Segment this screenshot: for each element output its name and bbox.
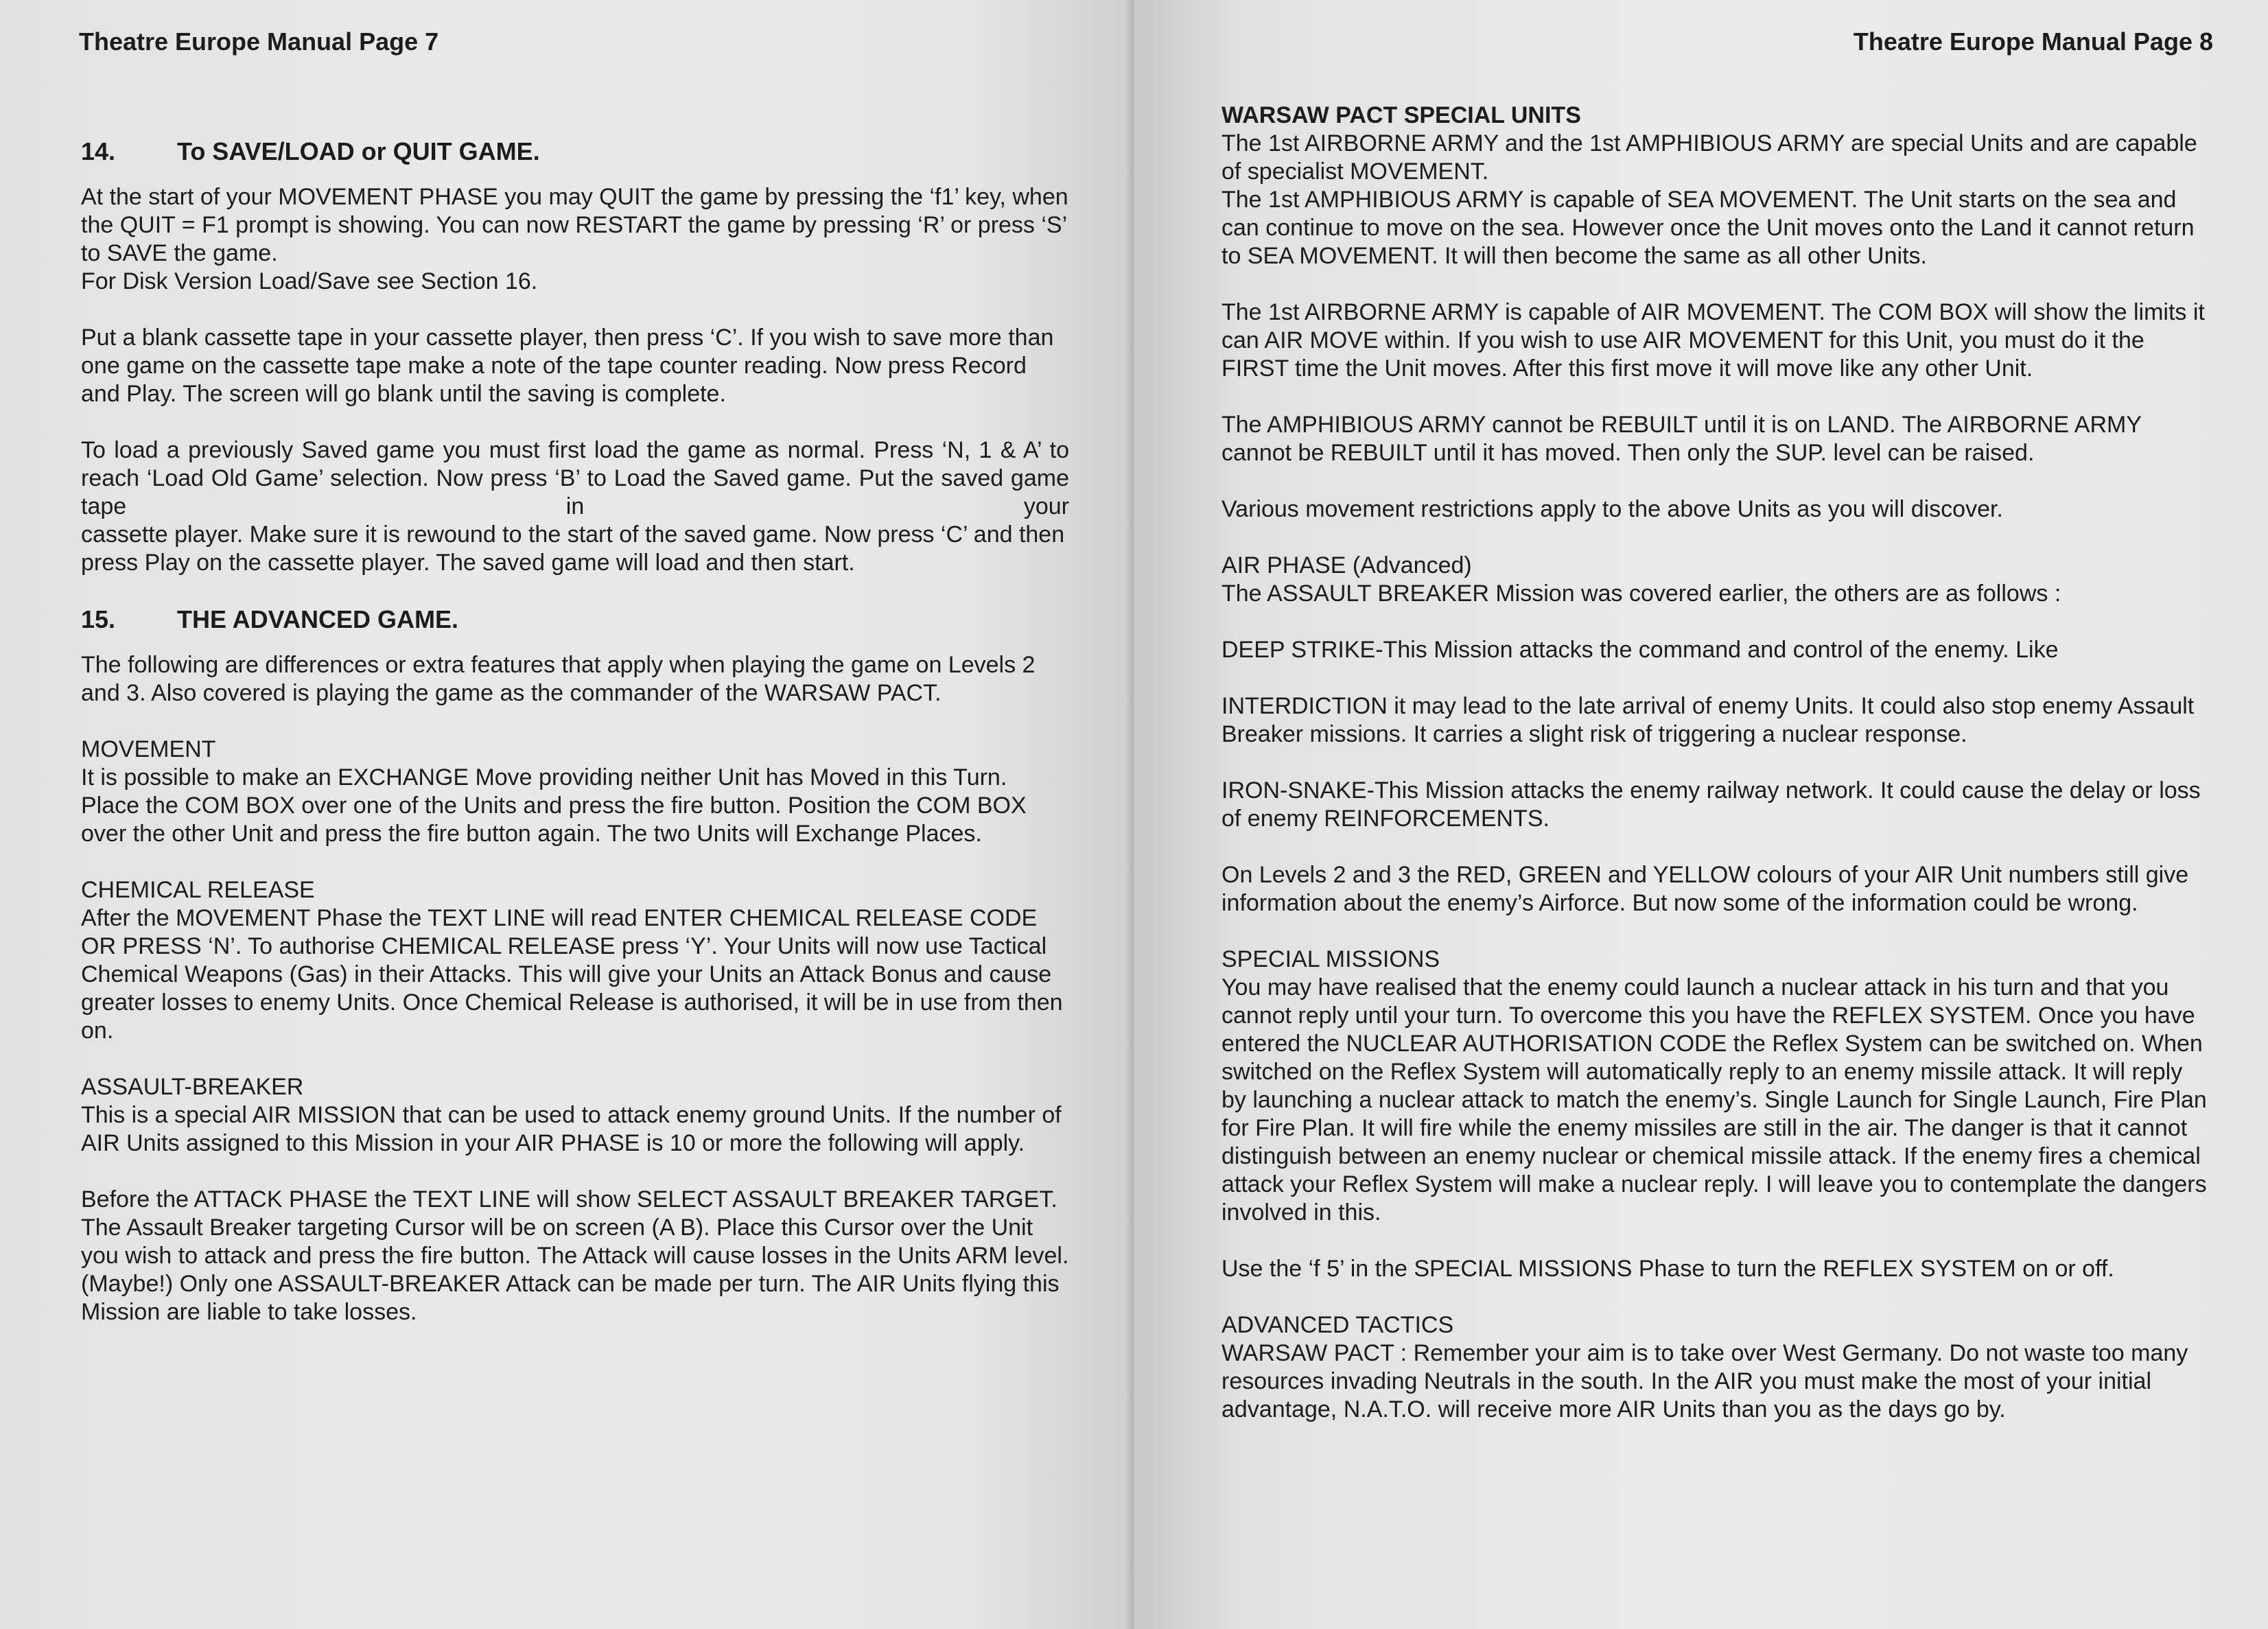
movement-block bbox=[81, 736, 1069, 848]
page-content bbox=[1221, 102, 2210, 1452]
chemical-block bbox=[81, 876, 1069, 1045]
mission-text: -This Mission attacks the command and control of the enemy. Like bbox=[1375, 637, 2059, 663]
subsection-title: CHEMICAL RELEASE bbox=[81, 877, 315, 903]
mission-text: -This Mission attacks the enemy railway network. It could cause the delay or loss of enemy REINFORCEMENTS. bbox=[1221, 777, 2201, 832]
paragraph-airborne: The 1st AIRBORNE ARMY is capable of AIR MOVEMENT. The COM BOX will show the limits it can AIR MOVE within. If you wish to use AIR MOVEMENT for this Unit, you must do it the FIRST time the Unit moves. After this first move it will move like any other Unit. bbox=[1221, 299, 2205, 382]
paragraph: The 1st AIRBORNE ARMY and the 1st AMPHIBIOUS ARMY are special Units and are capable of specialist MOVEMENT. bbox=[1221, 130, 2197, 185]
section-title: THE ADVANCED GAME. bbox=[177, 605, 459, 633]
section-number: 15. bbox=[81, 605, 116, 633]
section-title: To SAVE/LOAD or QUIT GAME. bbox=[177, 137, 540, 165]
subsection-title: ASSAULT-BREAKER bbox=[81, 1074, 304, 1100]
paragraph-f5: Use the ‘f 5’ in the SPECIAL MISSIONS Phase to turn the REFLEX SYSTEM on or off. bbox=[1221, 1256, 2114, 1282]
paragraph-save: Put a blank cassette tape in your cassette player, then press ‘C’. If you wish to save more than one game on the cassette tape make a note of the tape counter reading. Now press Record and Play. The screen will go blank until the saving is complete. bbox=[81, 325, 1054, 407]
paragraph: WARSAW PACT : Remember your aim is to take over West Germany. Do not waste too many resources invading Neutrals in the south. In the AIR you must make the most of your initial advantage, N.A.T.O. will receive more AIR Units than you as the days go by. bbox=[1221, 1340, 2188, 1422]
page-header: Theatre Europe Manual Page 8 bbox=[1853, 27, 2213, 56]
paragraph-iron-snake bbox=[1221, 777, 2210, 833]
paragraph: For Disk Version Load/Save see Section 16. bbox=[81, 268, 538, 294]
section-heading bbox=[81, 605, 1069, 633]
subsection-title: SPECIAL MISSIONS bbox=[1221, 946, 1440, 972]
paragraph: To load a previously Saved game you must first load the game as normal. Press ‘N, 1 & A’ to reach ‘Load Old Game’ selection. Now press ‘B’ to Load the Saved game. Put the saved game tape in your bbox=[81, 437, 1069, 519]
tactics-block bbox=[1221, 1311, 2210, 1424]
mission-label: IRON-SNAKE bbox=[1221, 777, 1367, 804]
paragraph: It is possible to make an EXCHANGE Move providing neither Unit has Moved in this Turn. Place the COM BOX over one of the Units and press the fire button. Position the COM BOX over the other Unit and press the fire button again. The two Units will Exchange Places. bbox=[81, 764, 1027, 847]
assault-block bbox=[81, 1073, 1069, 1158]
subsection-title: MOVEMENT bbox=[81, 736, 216, 762]
air-phase-block bbox=[1221, 552, 2210, 608]
paragraph-load bbox=[81, 436, 1069, 577]
paragraph-intro: The following are differences or extra features that apply when playing the game on Levels 2 and 3. Also covered is playing the game as the commander of the WARSAW PACT. bbox=[81, 652, 1036, 706]
mission-text: it may lead to the late arrival of enemy Units. It could also stop enemy Assault Breaker missions. It carries a slight risk of triggering a nuclear response. bbox=[1221, 693, 2195, 747]
warsaw-block bbox=[1221, 102, 2210, 270]
paragraph-restrictions: Various movement restrictions apply to the above Units as you will discover. bbox=[1221, 496, 2003, 522]
paragraph: The ASSAULT BREAKER Mission was covered earlier, the others are as follows : bbox=[1221, 581, 2061, 607]
paragraph-quit bbox=[81, 183, 1069, 296]
paragraph-deep-strike bbox=[1221, 636, 2210, 664]
paragraph: You may have realised that the enemy could launch a nuclear attack in his turn and that you cannot reply until your turn. To overcome this you have the REFLEX SYSTEM. Once you have entered the NUCLEAR AUTHORISATION CODE the Reflex System can be switched on. When switched on the Reflex System will automatically reply to an enemy missile attack. It will reply by launching a nuclear attack to match the enemy’s. Single Launch for Single Launch, Fire Plan for Fire Plan. It will fire while the enemy missiles are still in the air. The danger is that it cannot distinguish between an enemy nuclear or chemical missile attack. If the enemy fires a chemical attack your Reflex System will make a nuclear reply. I will leave you to contemplate the dangers involved in this. bbox=[1221, 974, 2207, 1226]
page-header: Theatre Europe Manual Page 7 bbox=[79, 27, 439, 56]
paragraph-assault-target: Before the ATTACK PHASE the TEXT LINE will show SELECT ASSAULT BREAKER TARGET. The Assault Breaker targeting Cursor will be on screen (A B). Place this Cursor over the Unit you wish to attack and press the fire button. The Attack will cause losses in the Units ARM level. (Maybe!) Only one ASSAULT-BREAKER Attack can be made per turn. The AIR Units flying this Mission are liable to take losses. bbox=[81, 1186, 1069, 1325]
paragraph-interdiction bbox=[1221, 692, 2210, 749]
page-content bbox=[81, 137, 1069, 1355]
paragraph: After the MOVEMENT Phase the TEXT LINE will read ENTER CHEMICAL RELEASE CODE OR PRESS ‘N’. To authorise CHEMICAL RELEASE press ‘Y’. Your Units will now use Tactical Chemical Weapons (Gas) in their Attacks. This will give your Units an Attack Bonus and cause greater losses to enemy Units. Once Chemical Release is authorised, it will be in use from then on. bbox=[81, 905, 1063, 1044]
mission-label: INTERDICTION bbox=[1221, 693, 1388, 719]
section-heading bbox=[81, 137, 1069, 165]
paragraph: At the start of your MOVEMENT PHASE you may QUIT the game by pressing the ‘f1’ key, when the QUIT = F1 prompt is showing. You can now RESTART the game by pressing ‘R’ or press ‘S’ to SAVE the game. bbox=[81, 184, 1068, 266]
paragraph: This is a special AIR MISSION that can be used to attack enemy ground Units. If the number of AIR Units assigned to this Mission in your AIR PHASE is 10 or more the following will apply. bbox=[81, 1102, 1062, 1156]
subsection-title: ADVANCED TACTICS bbox=[1221, 1312, 1454, 1338]
section-number: 14. bbox=[81, 137, 116, 165]
paragraph-levels: On Levels 2 and 3 the RED, GREEN and YELLOW colours of your AIR Unit numbers still give information about the enemy’s Airforce. But now some of the information could be wrong. bbox=[1221, 862, 2189, 916]
paragraph: The 1st AMPHIBIOUS ARMY is capable of SEA MOVEMENT. The Unit starts on the sea and can continue to move on the sea. However once the Unit moves onto the Land it cannot return to SEA MOVEMENT. It will then become the same as all other Units. bbox=[1221, 187, 2195, 269]
subsection-title: AIR PHASE (Advanced) bbox=[1221, 552, 1472, 578]
subsection-title: WARSAW PACT SPECIAL UNITS bbox=[1221, 102, 1581, 128]
special-missions-block bbox=[1221, 946, 2210, 1227]
mission-label: DEEP STRIKE bbox=[1221, 637, 1376, 663]
paragraph-rebuilt: The AMPHIBIOUS ARMY cannot be REBUILT until it is on LAND. The AIRBORNE ARMY cannot be REBUILT until it has moved. Then only the SUP. level can be raised. bbox=[1221, 412, 2142, 466]
manual-page-8 bbox=[1134, 0, 2268, 1629]
paragraph: cassette player. Make sure it is rewound to the start of the saved game. Now press ‘C’ and then press Play on the cassette player. The saved game will load and then start. bbox=[81, 521, 1065, 576]
